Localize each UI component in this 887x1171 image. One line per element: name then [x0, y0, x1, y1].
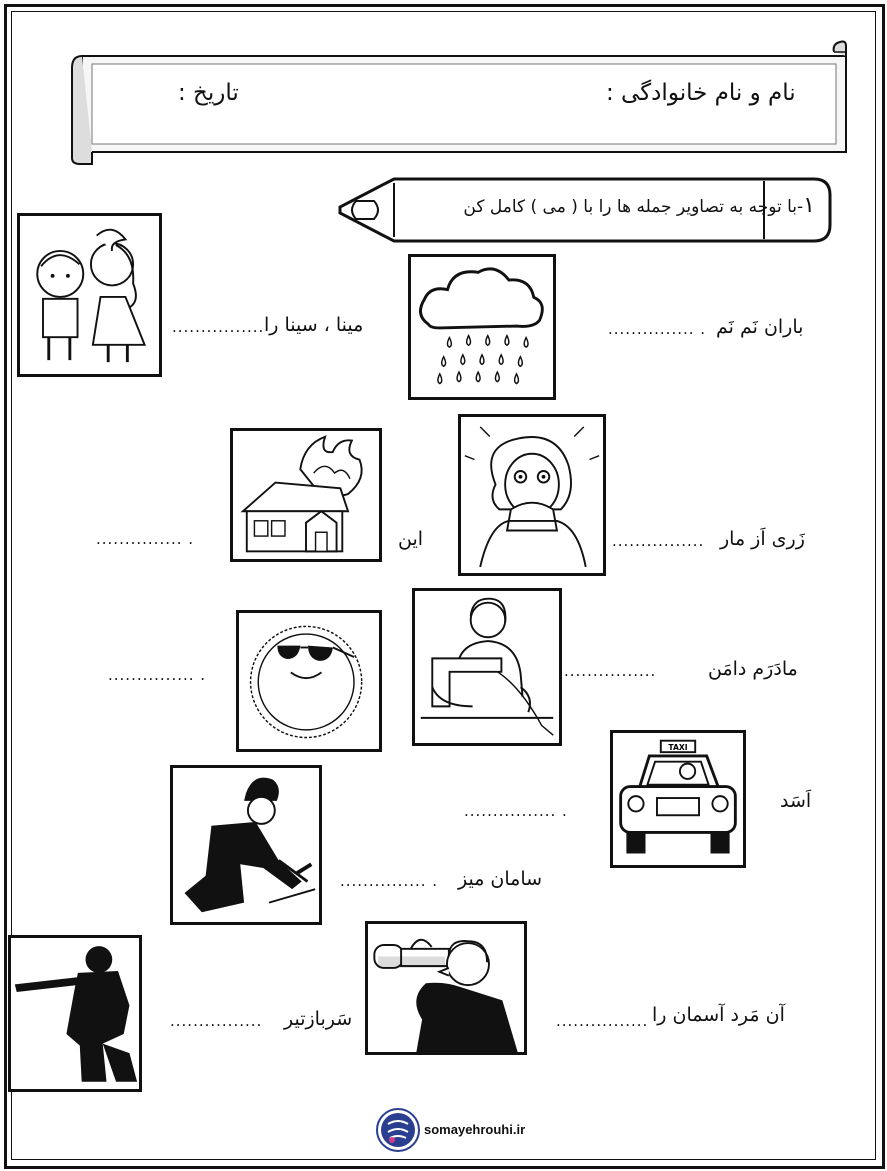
worker-icon: [173, 768, 319, 922]
soldier-icon: [11, 938, 139, 1089]
girl-kissing-boy-icon: [20, 216, 159, 374]
frightened-woman-icon: [461, 417, 603, 573]
rain-cloud-image: [408, 254, 556, 400]
kids-kissing-image: [17, 213, 162, 377]
sentence-1-text: باران نَم نَم: [716, 316, 804, 338]
name-label: نام و نام خانوادگی :: [606, 80, 796, 106]
sentence-7-text: اَسَد: [780, 790, 812, 812]
sentence-2-text: مینا ، سینا را: [264, 314, 364, 336]
burning-house-image: [230, 428, 382, 562]
taxi-icon: [613, 733, 743, 865]
scared-girl-image: [458, 414, 606, 576]
soldier-image: [8, 935, 142, 1092]
sentence-7-blank: ................ .: [464, 802, 568, 820]
sentence-6-blank: ............... .: [108, 666, 207, 684]
carpenter-image: [170, 765, 322, 925]
site-logo-icon: [376, 1108, 420, 1152]
sentence-1-blank: ............... .: [608, 320, 707, 338]
sentence-2-blank: ................: [172, 318, 265, 336]
sun-sunglasses-image: [236, 610, 382, 752]
instruction-number: ۱: [803, 193, 815, 218]
instruction-sentence: -با توجه به تصاویر جمله ها را با ( می ) کامل کن: [463, 197, 804, 217]
binoculars-man-image: [365, 921, 527, 1055]
binoculars-icon: [368, 924, 524, 1052]
sentence-10-blank: ................: [170, 1012, 263, 1030]
sewing-woman-image: [412, 588, 562, 746]
taxi-image: [610, 730, 746, 868]
sentence-10-text: سَربازتیر: [284, 1008, 353, 1030]
site-url[interactable]: somayehrouhi.ir: [424, 1122, 526, 1137]
sewing-machine-icon: [415, 591, 559, 743]
house-fire-icon: [233, 431, 379, 559]
sentence-9-text: آن مَرد آسمان را: [652, 1004, 785, 1026]
rain-cloud-icon: [411, 257, 553, 397]
sentence-3-text: زَری اَز مار: [720, 528, 805, 550]
sentence-3-blank: ................: [612, 532, 705, 550]
sentence-4-text: این: [398, 528, 424, 550]
sentence-9-blank: ................: [556, 1012, 649, 1030]
sentence-5-text: مادَرَم دامَن: [708, 658, 798, 680]
date-label: تاریخ :: [178, 80, 239, 106]
sentence-8-text: سامان میز: [458, 868, 543, 890]
taxi-sign: TAXI: [668, 743, 688, 753]
sentence-4-blank: ............... .: [96, 530, 195, 548]
sentence-8-blank: ............... .: [340, 872, 439, 890]
sun-icon: [239, 613, 379, 749]
sentence-5-blank: ................: [564, 662, 657, 680]
instruction-text: [463, 193, 815, 218]
